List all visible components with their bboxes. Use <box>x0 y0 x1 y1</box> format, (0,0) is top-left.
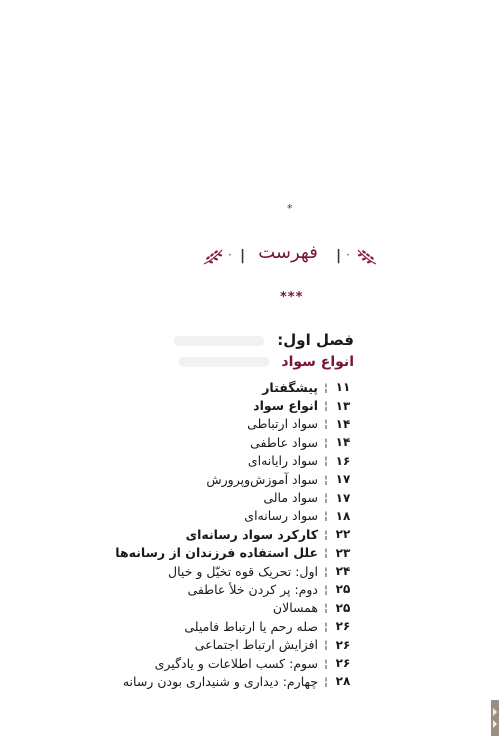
toc-page-number: ۲۶ <box>335 637 351 652</box>
toc-page-number: ۱۴ <box>335 435 351 450</box>
toc-separator: ¦ <box>324 491 328 505</box>
heading-dot: · <box>228 248 232 262</box>
toc-list <box>74 378 354 691</box>
toc-page-number: ۲۵ <box>335 582 351 597</box>
toc-title: پیشگفتار <box>262 379 318 395</box>
toc-page-number: ۱۱ <box>335 380 351 395</box>
toc-row[interactable] <box>74 672 354 690</box>
sprig-icon <box>354 246 380 268</box>
toc-row[interactable] <box>74 378 354 396</box>
toc-title: سواد رسانه‌ای <box>244 508 318 524</box>
toc-title: صله رحم یا ارتباط فامیلی <box>184 618 318 634</box>
toc-row[interactable] <box>74 525 354 543</box>
toc-page-number: ۱۷ <box>335 490 351 505</box>
publisher-logo-icon <box>490 700 500 736</box>
toc-page-number: ۱۶ <box>335 453 351 468</box>
toc-title: علل استفاده فرزندان از رسانه‌ها <box>115 545 318 561</box>
faded-text-mark <box>179 357 269 367</box>
toc-row[interactable] <box>74 433 354 451</box>
toc-separator: ¦ <box>324 472 328 486</box>
toc-page-number: ۲۴ <box>335 564 351 579</box>
toc-separator: ¦ <box>324 527 328 541</box>
chapter-title: انواع سواد <box>281 354 354 370</box>
toc-title: اول: تحریک قوه تخیّل و خیال <box>168 563 318 579</box>
toc-row[interactable] <box>74 470 354 488</box>
toc-title: سواد ارتباطی <box>247 416 318 432</box>
chapter-label-row <box>174 331 354 349</box>
toc-page-number: ۱۸ <box>335 508 351 523</box>
toc-page-number: ۱۷ <box>335 472 351 487</box>
toc-row[interactable] <box>74 562 354 580</box>
toc-page-number: ۲۸ <box>335 674 351 689</box>
toc-separator: ¦ <box>324 582 328 596</box>
toc-separator: ¦ <box>324 656 328 670</box>
toc-title: سوم: کسب اطلاعات و یادگیری <box>154 655 318 671</box>
chapter-title-row <box>179 354 354 370</box>
toc-row[interactable] <box>74 415 354 433</box>
toc-title: انواع سواد <box>253 398 318 414</box>
toc-title: سواد آموزش‌وپرورش <box>206 471 318 487</box>
heading-bar-left: | <box>240 248 246 264</box>
toc-page-number: ۲۵ <box>335 600 351 615</box>
toc-title: افزایش ارتباط اجتماعی <box>194 637 318 653</box>
toc-row[interactable] <box>74 617 354 635</box>
toc-separator: ¦ <box>324 601 328 615</box>
toc-row[interactable] <box>74 507 354 525</box>
toc-row[interactable] <box>74 452 354 470</box>
toc-row[interactable] <box>74 544 354 562</box>
toc-title: چهارم: دیداری و شنیداری بودن رسانه <box>122 673 318 689</box>
toc-separator: ¦ <box>324 399 328 413</box>
page-title: فهرست <box>258 242 318 263</box>
toc-separator: ¦ <box>324 454 328 468</box>
toc-row[interactable] <box>74 580 354 598</box>
sprig-icon <box>200 246 226 268</box>
toc-separator: ¦ <box>324 546 328 560</box>
toc-row[interactable] <box>74 635 354 653</box>
toc-page-number: ۲۶ <box>335 656 351 671</box>
toc-page-number: ۲۳ <box>335 545 351 560</box>
toc-separator: ¦ <box>324 674 328 688</box>
heading-dot: · <box>346 248 350 262</box>
toc-title: دوم: پر کردن خلأ عاطفی <box>187 581 318 597</box>
stars-divider: *** <box>280 290 304 305</box>
toc-title: کارکرد سواد رسانه‌ای <box>185 526 318 542</box>
toc-page-number: ۱۴ <box>335 416 351 431</box>
toc-row[interactable] <box>74 396 354 414</box>
heading-bar-right: | <box>336 248 342 264</box>
chapter-label: فصل اول: <box>277 331 354 349</box>
toc-page-number: ۲۶ <box>335 619 351 634</box>
toc-separator: ¦ <box>324 380 328 394</box>
toc-title: سواد عاطفی <box>250 434 318 450</box>
toc-separator: ¦ <box>324 619 328 633</box>
faded-text-mark <box>174 336 264 346</box>
top-ornament: * <box>287 202 293 215</box>
toc-title: سواد رایانه‌ای <box>247 453 318 469</box>
toc-separator: ¦ <box>324 564 328 578</box>
toc-title: همسالان <box>272 600 318 616</box>
toc-separator: ¦ <box>324 509 328 523</box>
toc-separator: ¦ <box>324 435 328 449</box>
toc-separator: ¦ <box>324 417 328 431</box>
toc-row[interactable] <box>74 599 354 617</box>
toc-page-number: ۱۳ <box>335 398 351 413</box>
toc-row[interactable] <box>74 654 354 672</box>
toc-row[interactable] <box>74 488 354 506</box>
toc-separator: ¦ <box>324 638 328 652</box>
toc-page-number: ۲۲ <box>335 527 351 542</box>
toc-title: سواد مالی <box>263 490 318 506</box>
